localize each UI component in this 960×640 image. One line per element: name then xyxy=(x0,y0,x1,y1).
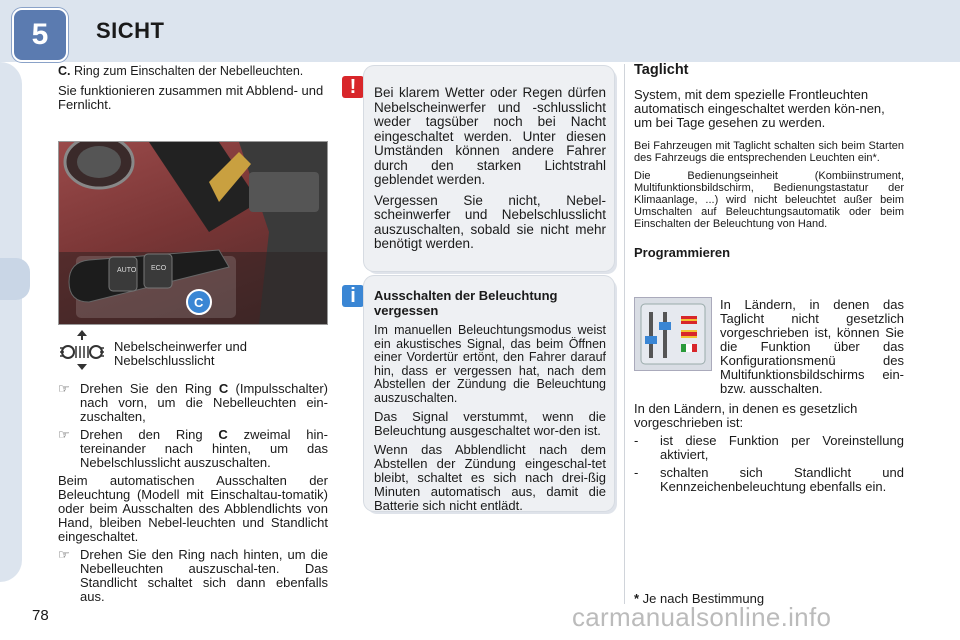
programming-text: In Ländern, in denen das Taglicht nicht gesetzlich vorgeschrieben ist, können Sie die Funktion über das Konfigurationsmenü des Multifunktionsbildschirms ein- bzw. ausschalten. xyxy=(720,297,904,396)
pointing-hand-icon: ☞ xyxy=(58,381,70,396)
stalk-illustration xyxy=(59,142,327,324)
side-band xyxy=(0,62,22,582)
bullet-item-3: ☞ Drehen Sie den Ring nach hinten, um die Nebelleuchten auszuschal-ten. Das Standlicht schaltet sich dann ebenfalls aus. xyxy=(58,547,328,604)
dash-item-2: - schalten sich Standlicht und Kennzeichenbeleuchtung ebenfalls ein. xyxy=(634,465,904,494)
warning-text-2: Vergessen Sie nicht, Nebel-scheinwerfer und Nebelschlusslicht auszuschalten, sobald sie nicht mehr benötigt werden. xyxy=(374,192,606,251)
info-box xyxy=(364,276,614,511)
dash-item-1: - ist diese Funktion per Voreinstellung aktiviert, xyxy=(634,433,904,462)
left-column xyxy=(58,64,326,112)
daylight-text-2: Bei Fahrzeugen mit Taglicht schalten sich beim Starten des Fahrzeugs die entsprechenden Leuchten ein*. xyxy=(634,140,904,164)
bullet-item-2: ☞ Drehen den Ring C zweimal hin-tereinander nach hinten, um das Nebelschlusslicht auszuschalten. xyxy=(58,427,328,470)
side-tab xyxy=(0,258,30,300)
left-lower-text xyxy=(58,382,328,604)
stalk-photo xyxy=(58,141,328,325)
footnote: * Je nach Bestimmung xyxy=(634,591,765,606)
fog-caption: Nebelscheinwerfer und Nebelschlusslicht xyxy=(114,339,247,368)
chapter-number: 5 xyxy=(12,8,68,62)
warning-marker: ! xyxy=(342,76,364,98)
chapter-title: SICHT xyxy=(96,18,165,43)
law-text: In den Ländern, in denen es gesetzlich vorgeschrieben ist: xyxy=(634,401,858,430)
fog-light-icon xyxy=(58,328,106,372)
info-text-1: Im manuellen Beleuchtungsmodus weist ein akustisches Signal, das beim Öffnen einer Vordertür ertönt, den Fahrer darauf hin, dass er vergessen hat, nach dem Abstellen der Zündung die Beleuchtung auszuschalten. xyxy=(374,323,606,405)
right-column xyxy=(634,62,904,260)
warning-text-1: Bei klarem Wetter oder Regen dürfen Nebelscheinwerfer und -schlusslicht weder tagsüber noch bei Nacht eingeschaltet werden. Unter diesen Umständen können andere Fahrer durch den starken Lichtstrahl geblendet werden. xyxy=(374,85,606,187)
warning-box xyxy=(364,66,614,271)
pointing-hand-icon: ☞ xyxy=(58,547,70,562)
programming-title: Programmieren xyxy=(634,245,731,260)
watermark: carmanualsonline.info xyxy=(572,602,832,632)
intro-text: Sie funktionieren zusammen mit Abblend- und Fernlicht. xyxy=(58,83,324,112)
c-description: C. Ring zum Einschalten der Nebelleuchten. xyxy=(58,64,304,78)
bullet-item-1: ☞ Drehen Sie den Ring C (Impulsschalter) nach vorn, um die Nebelleuchten ein-zuschalten, xyxy=(58,381,328,424)
column-divider xyxy=(624,64,625,604)
settings-sliders-icon xyxy=(634,297,712,371)
law-section xyxy=(634,402,904,494)
info-marker: i xyxy=(342,285,364,307)
pointing-hand-icon: ☞ xyxy=(58,427,70,442)
info-title: Ausschalten der Beleuchtung vergessen xyxy=(374,288,558,318)
auto-lighting-paragraph: Beim automatischen Ausschalten der Beleuchtung (Modell mit Einschaltau-tomatik) oder beim Ausschalten des Abblendlichts von Hand, bleiben Nebel-leuchten und Standlicht eingeschaltet. xyxy=(58,473,328,544)
c-label: C. xyxy=(58,64,71,78)
page-number: 78 xyxy=(32,607,49,624)
photo-label-c: C xyxy=(194,295,204,310)
svg-text:AUTO: AUTO xyxy=(117,267,137,274)
daylight-text-1: System, mit dem spezielle Frontleuchten automatisch eingeschaltet werden kön-nen, um bei Tage gesehen zu werden. xyxy=(634,87,885,130)
info-text-2: Das Signal verstummt, wenn die Beleuchtung ausgeschaltet wor-den ist. xyxy=(374,409,606,438)
svg-text:ECO: ECO xyxy=(151,265,167,272)
info-text-3: Wenn das Abblendlicht nach dem Abstellen der Zündung eingeschal-tet bleibt, schaltet es sich nach drei-ßig Minuten automatisch aus, damit die Batterie sich nicht entlädt. xyxy=(374,442,606,513)
daylight-text-3: Die Bedienungseinheit (Kombiinstrument, Multifunktionsbildschirm, Bedienungstastatur der Klimaanlage, ...) wird nicht beleuchtet außer beim Umschalten auf Beleuchtungsautomatik oder beim Einschalten der Beleuchtung von Hand. xyxy=(634,170,904,230)
daylight-title: Taglicht xyxy=(634,62,689,78)
